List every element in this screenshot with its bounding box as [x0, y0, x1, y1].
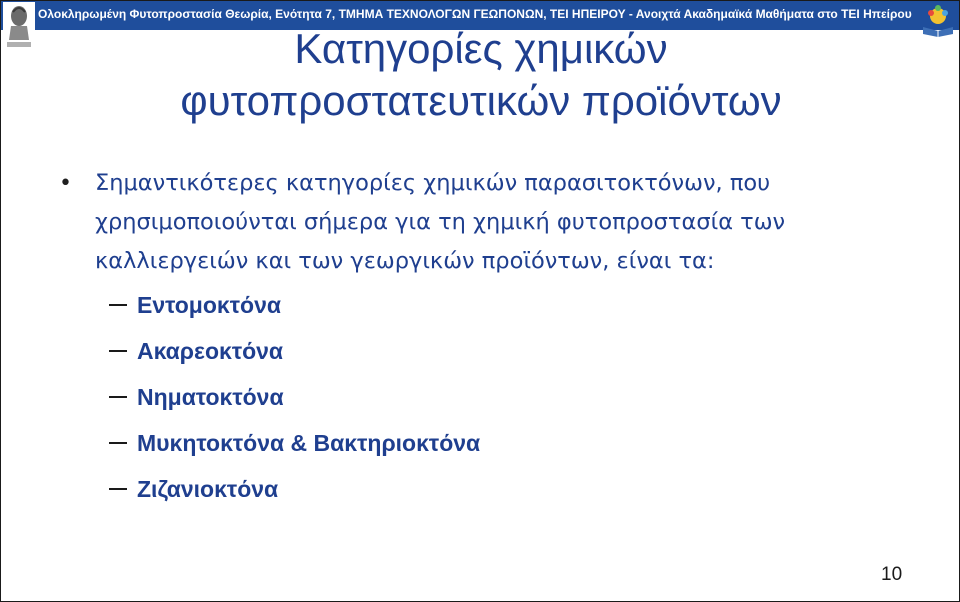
pesticide-category-list	[109, 287, 809, 517]
header-text: Ολοκληρωμένη Φυτοπροστασία Θεωρία, Ενότητα 7, ΤΜΗΜΑ ΤΕΧΝΟΛΟΓΩΝ ΓΕΩΠΟΝΩΝ, ΤΕΙ ΗΠΕΙΡΟΥ - Ανοιχτά Ακαδημαϊκά Μαθήματα στο ΤΕΙ Ηπείρου	[38, 7, 912, 21]
dash-icon	[109, 442, 127, 444]
list-item	[109, 471, 809, 517]
bullet-line-1: Σημαντικότερες κατηγορίες χημικών παρασιτοκτόνων, που	[95, 170, 771, 196]
bullet-line-3: καλλιεργειών και των γεωργικών προϊόντων, είναι τα:	[95, 248, 715, 274]
list-item	[109, 287, 809, 333]
dash-icon	[109, 350, 127, 352]
list-item	[109, 425, 809, 471]
list-item-label: Ακαρεοκτόνα	[137, 338, 284, 364]
main-bullet	[59, 164, 919, 281]
slide-title	[61, 23, 901, 127]
list-item-label: Μυκητοκτόνα & Βακτηριοκτόνα	[137, 430, 481, 456]
dash-icon	[109, 488, 127, 490]
open-courses-book-icon	[919, 3, 957, 37]
slide-title-line2: φυτοπροστατευτικών προϊόντων	[180, 77, 782, 124]
list-item	[109, 333, 809, 379]
slide-title-line1: Κατηγορίες χημικών	[294, 25, 668, 72]
bullet-dot-icon: •	[59, 171, 72, 196]
page-number: 10	[881, 564, 903, 585]
list-item-label: Νηματοκτόνα	[137, 384, 284, 410]
list-item	[109, 379, 809, 425]
dash-icon	[109, 304, 127, 306]
dash-icon	[109, 396, 127, 398]
bullet-text	[95, 164, 919, 281]
bullet-line-2: χρησιμοποιούνται σήμερα για τη χημική φυτοπροστασία των	[95, 209, 786, 235]
university-seal-icon	[3, 2, 35, 50]
list-item-label: Εντομοκτόνα	[137, 292, 281, 318]
list-item-label: Ζιζανιοκτόνα	[137, 476, 279, 502]
